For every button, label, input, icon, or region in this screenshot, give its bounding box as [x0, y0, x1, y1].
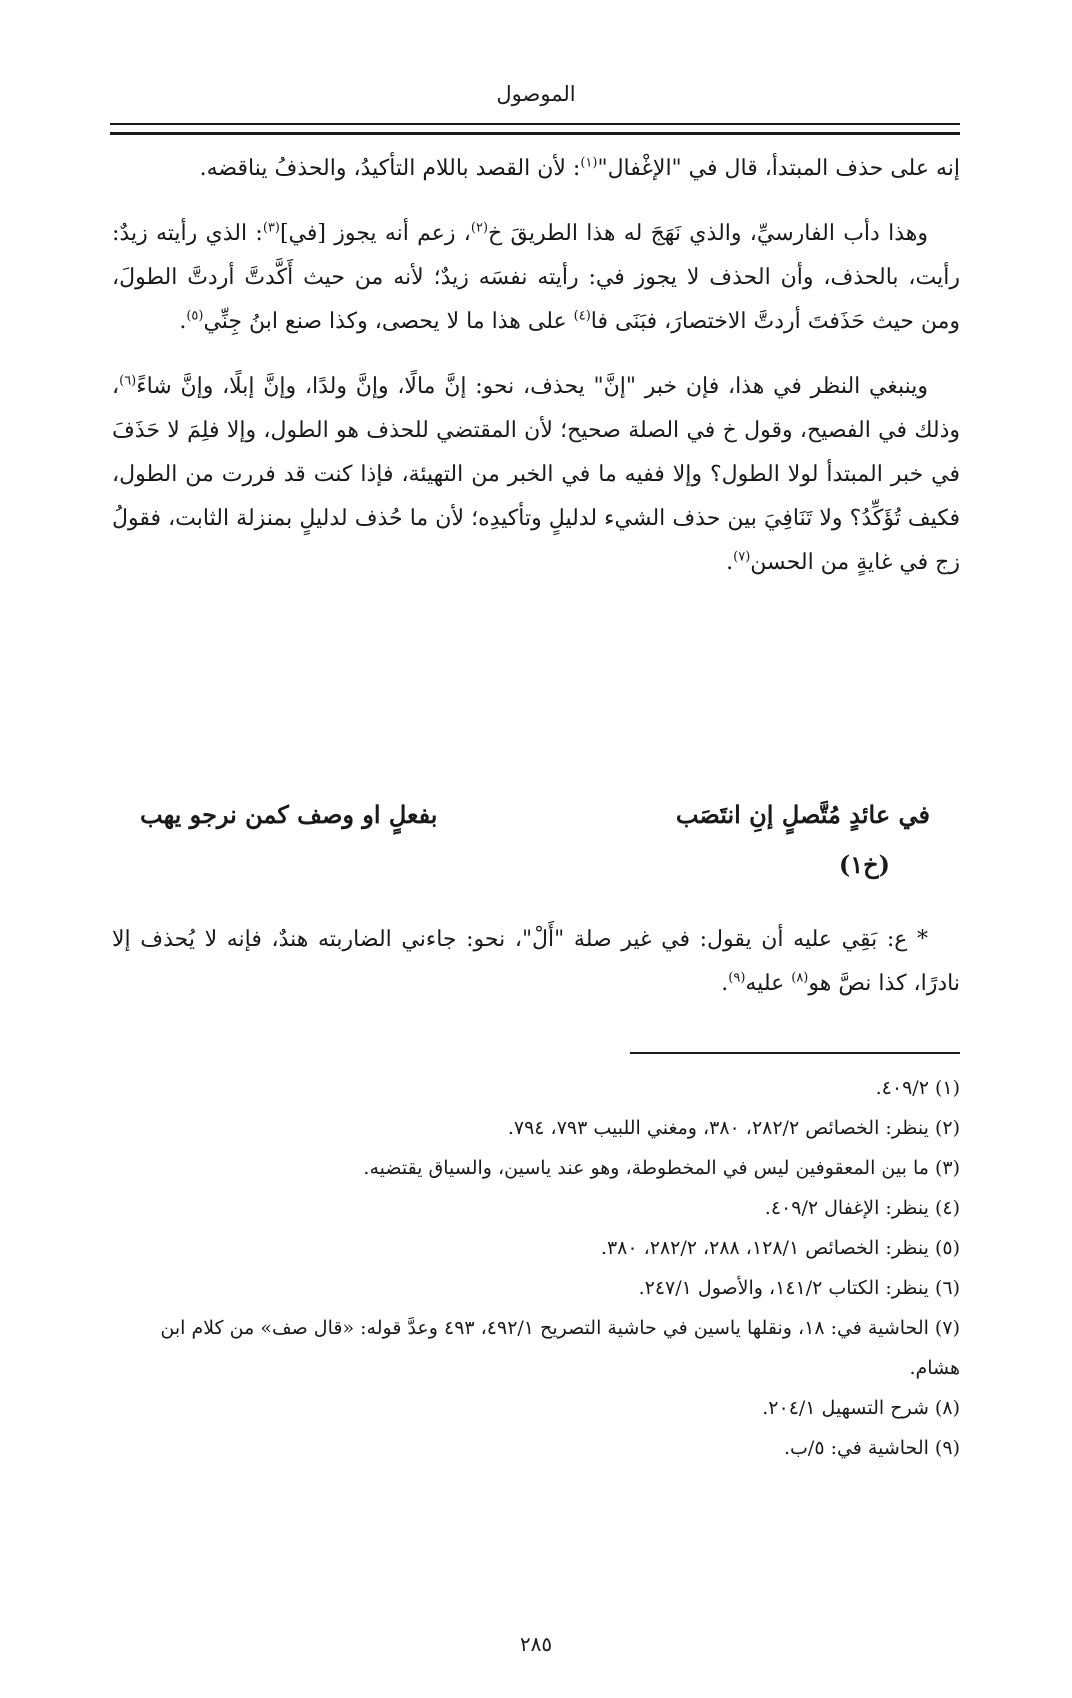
footnote-ref: (٨): [791, 970, 809, 986]
footnote-3: (٣) ما بين المعقوفين ليس في المخطوطة، وهو عند ياسين، والسياق يقتضيه.: [363, 1157, 960, 1179]
footnote-9: (٩) الحاشية في: ٥/ب.: [783, 1437, 960, 1459]
verse-hemistich-second: بفعلٍ او وصف كمن نرجو يهب: [140, 800, 438, 829]
footnote-ref: (٦): [119, 373, 137, 389]
text-run: .: [726, 550, 734, 575]
verse-block: [140, 790, 930, 890]
paragraph-2: [112, 212, 960, 344]
page-number: ٢٨٥: [519, 1632, 553, 1656]
footnote-4: (٤) ينظر: الإغفال ٤٠٩/٢.: [764, 1197, 960, 1219]
footnote-ref: (٧): [733, 549, 751, 565]
footnote-5: (٥) ينظر: الخصائص ١٢٨/١، ٢٨٨، ٢٨٢/٢، ٣٨٠.: [600, 1237, 960, 1259]
footnote-ref: (١): [580, 155, 598, 171]
annotation-paragraph: [112, 918, 960, 1006]
footnote-1: (١) ٤٠٩/٢.: [875, 1077, 960, 1099]
text-run: * ع: بَقِي عليه أن يقول: في غير صلة "أَلْ"، نحو: جاءني الضاربته هندٌ، فإنه لا يُحذف إلا نادرًا، كذا نصَّ هو: [112, 927, 960, 996]
header-rule-thick: [110, 132, 960, 135]
paragraph-1: [112, 147, 960, 191]
text-run: .: [179, 309, 187, 334]
footnote-6: (٦) ينظر: الكتاب ١٤١/٢، والأصول ٢٤٧/١.: [638, 1277, 960, 1299]
footnote-7: (٧) الحاشية في: ١٨، ونقلها ياسين في حاشية التصريح ٤٩٢/١، ٤٩٣ وعدَّ قوله: «قال صف» من كلام ابن هشام.: [160, 1317, 960, 1379]
text-run: ، زعم أنه يجوز [في]: [279, 221, 471, 246]
footnote-ref: (٤): [573, 308, 591, 324]
text-run: : الذي رأيته زيدٌ: رأيت، بالحذف، وأن الحذف لا يجوز في: رأيته نفسَه زيدٌ؛ لأنه من حيث أَكَّدتَّ أردتَّ الطولَ، ومن حيث حَذَفتَ أردتَّ الاختصارَ، فبَنَى فا: [112, 221, 960, 334]
text-run: وينبغي النظر في هذا، فإن خبر "إنَّ" يحذف، نحو: إنَّ مالًا، وإنَّ ولدًا، وإنَّ إبلًا، وإنَّ شاءً: [136, 374, 928, 399]
footnote-ref: (٣): [262, 220, 280, 236]
text-run: على هذا ما لا يحصى، وكذا صنع ابنُ جِنِّي: [203, 309, 574, 334]
text-run: إنه على حذف المبتدأ، قال في "الإغْفال": [597, 156, 960, 181]
paragraph-3: [112, 365, 960, 585]
text-run: .: [721, 971, 729, 996]
text-run: ، وذلك في الفصيح، وقول خ في الصلة صحيح؛ لأن المقتضي للحذف هو الطول، وإلا فلِمَ لا حَذَفَ في خبر المبتدأ لولا الطول؟ وإلا ففيه ما في الخبر من التهيئة، فإذا كنت قد فررت من الطول، فكيف تُؤَكِّدُ؟ ولا تَنَافِيَ بين حذف الشيء لدليلٍ وتأكيدِه؛ لأن ما حُذف لدليلٍ بمنزلة الثابت، فقولُ زج في غايةٍ من الحسن: [112, 374, 960, 575]
footnote-ref: (٩): [728, 970, 746, 986]
verse-line: [140, 790, 930, 840]
text-run: عليه: [745, 971, 792, 996]
footnote-ref: (٢): [470, 220, 489, 236]
verse-hemistich-first: في عائدٍ مُتَّصلٍ إنِ انتَصَب: [675, 800, 930, 829]
footnote-8: (٨) شرح التسهيل ٢٠٤/١.: [762, 1397, 960, 1419]
running-title: الموصول: [496, 82, 576, 106]
text-run: : لأن القصد باللام التأكيدُ، والحذفُ يناقضه.: [199, 156, 581, 181]
footnote-separator: [630, 1052, 960, 1054]
header-rule-thin: [110, 123, 960, 125]
footnote-ref: (٥): [186, 308, 204, 324]
main-text: [112, 147, 960, 606]
text-run: وهذا دأب الفارسيِّ، والذي نَهَجَ له هذا الطريقَ خ: [488, 221, 928, 246]
footnotes-list: [112, 1068, 960, 1468]
footnote-2: (٢) ينظر: الخصائص ٢٨٢/٢، ٣٨٠، ومغني اللبيب ٧٩٣، ٧٩٤.: [507, 1117, 960, 1139]
verse-source-tag: (خ١): [838, 850, 890, 879]
